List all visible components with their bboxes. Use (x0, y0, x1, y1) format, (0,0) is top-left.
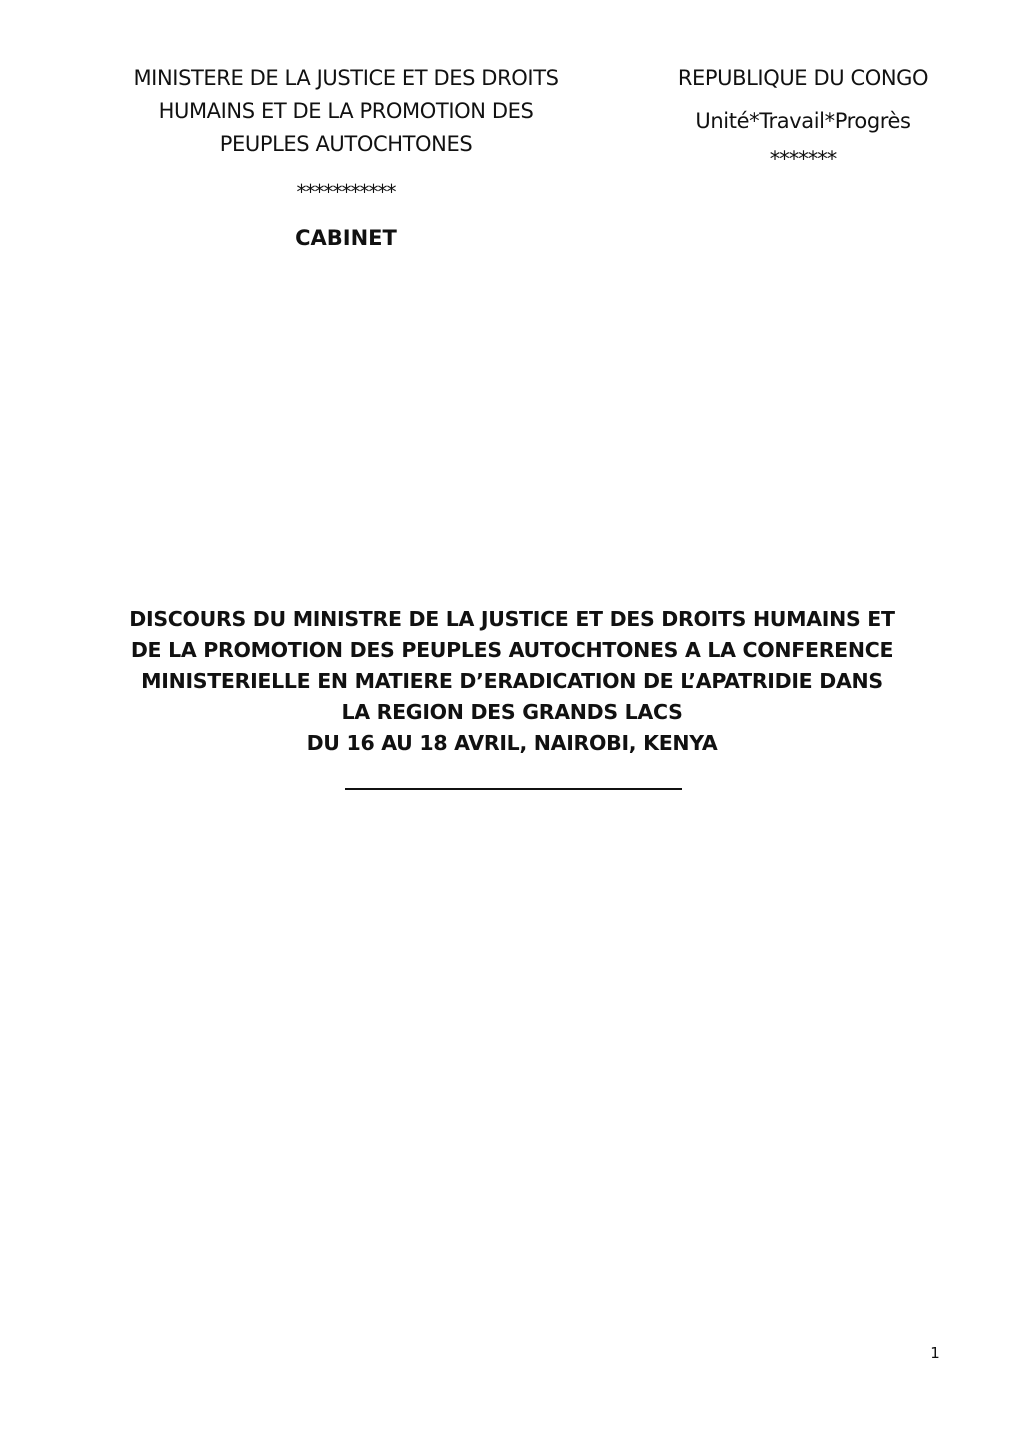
ministry-name (96, 62, 596, 161)
speech-title-line: DE LA PROMOTION DES PEUPLES AUTOCHTONES A LA CONFERENCE (130, 638, 894, 662)
cabinet-label: CABINET (295, 226, 397, 250)
republic-header (640, 62, 966, 171)
title-underline (345, 788, 682, 790)
ministry-separator: *********** (296, 180, 396, 204)
ministry-name-line: PEUPLES AUTOCHTONES (219, 132, 473, 156)
page-number: 1 (930, 1344, 940, 1362)
speech-date-line: DU 16 AU 18 AVRIL, NAIROBI, KENYA (306, 731, 718, 755)
ministry-name-line: MINISTERE DE LA JUSTICE ET DES DROITS (133, 66, 559, 90)
speech-title-line: LA REGION DES GRANDS LACS (341, 700, 683, 724)
ministry-name-line: HUMAINS ET DE LA PROMOTION DES (158, 99, 534, 123)
speech-title-line: MINISTERIELLE EN MATIERE D’ERADICATION DE L’APATRIDIE DANS (141, 669, 883, 693)
republic-separator: ******* (769, 147, 837, 171)
national-motto: Unité*Travail*Progrès (695, 109, 911, 133)
speech-title (60, 604, 964, 759)
speech-title-line: DISCOURS DU MINISTRE DE LA JUSTICE ET DES DROITS HUMAINS ET (129, 607, 895, 631)
country-name: REPUBLIQUE DU CONGO (677, 66, 929, 90)
